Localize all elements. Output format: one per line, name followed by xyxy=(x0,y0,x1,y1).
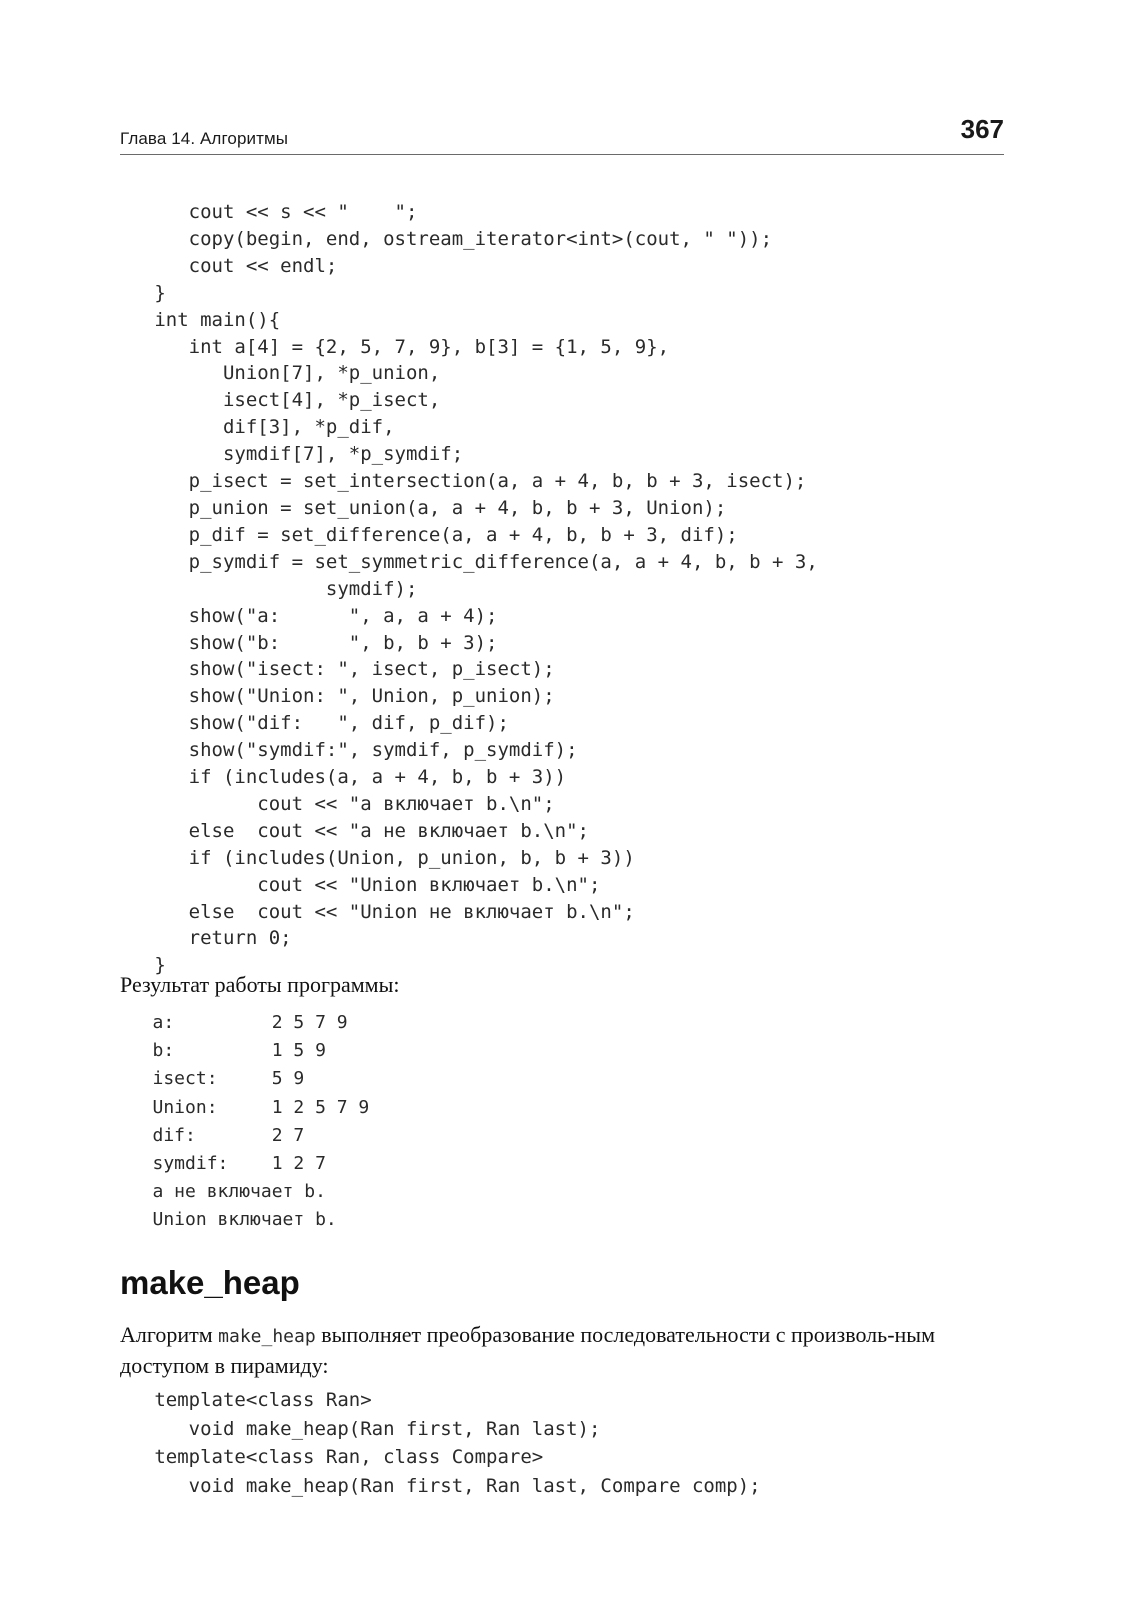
section-paragraph xyxy=(120,1320,1004,1380)
program-output: a: 2 5 7 9 b: 1 5 9 isect: 5 9 Union: 1 2 5 7 9 dif: 2 7 symdif: 1 2 7 a не включает b. Union включает b. xyxy=(152,1012,370,1231)
paragraph-text-after: выполняет преобразование последовательности с произволь-ным доступом в пирамиду: xyxy=(120,1322,935,1378)
paragraph-text-before: Алгоритм xyxy=(120,1322,219,1347)
inline-code: make_heap xyxy=(218,1326,316,1347)
page-number: 367 xyxy=(960,114,1004,144)
result-heading: Результат работы программы: xyxy=(120,972,400,997)
code-listing: cout << s << " "; copy(begin, end, ostream_iterator<int>(cout, " ")); cout << endl; } int main(){ int a[4] = {2, 5, 7, 9}, b[3] = {1, 5, 9}, Union[7], *p_union, isect[4], *p_isect, dif[3], *p_dif, symdif[7], *p_symdif; p_isect = set_intersection(a, a + 4, b, b + 3, isect); p_union = set_union(a, a + 4, b, b + 3, Union); p_dif = set_difference(a, a + 4, b, b + 3, dif); p_symdif = set_symmetric_difference(a, a + 4, b, b + 3, symdif); show("a: ", a, a + 4); show("b: ", b, b + 3); show("isect: ", isect, p_isect); show("Union: ", Union, p_union); show("dif: ", dif, p_dif); show("symdif:", symdif, p_symdif); if (includes(a, a + 4, b, b + 3)) cout << "a включает b.\n"; else cout << "a не включает b.\n"; if (includes(Union, p_union, b, b + 3)) cout << "Union включает b.\n"; else cout << "Union не включает b.\n"; return 0; } xyxy=(154,201,818,977)
chapter-title: Глава 14. Алгоритмы xyxy=(120,129,289,148)
prototype-listing: template<class Ran> void make_heap(Ran first, Ran last); template<class Ran, class Compare> void make_heap(Ran first, Ran last, Compare comp); xyxy=(154,1389,761,1497)
section-title: make_heap xyxy=(120,1264,300,1301)
header-divider xyxy=(120,154,1004,155)
page-header xyxy=(120,105,1004,155)
